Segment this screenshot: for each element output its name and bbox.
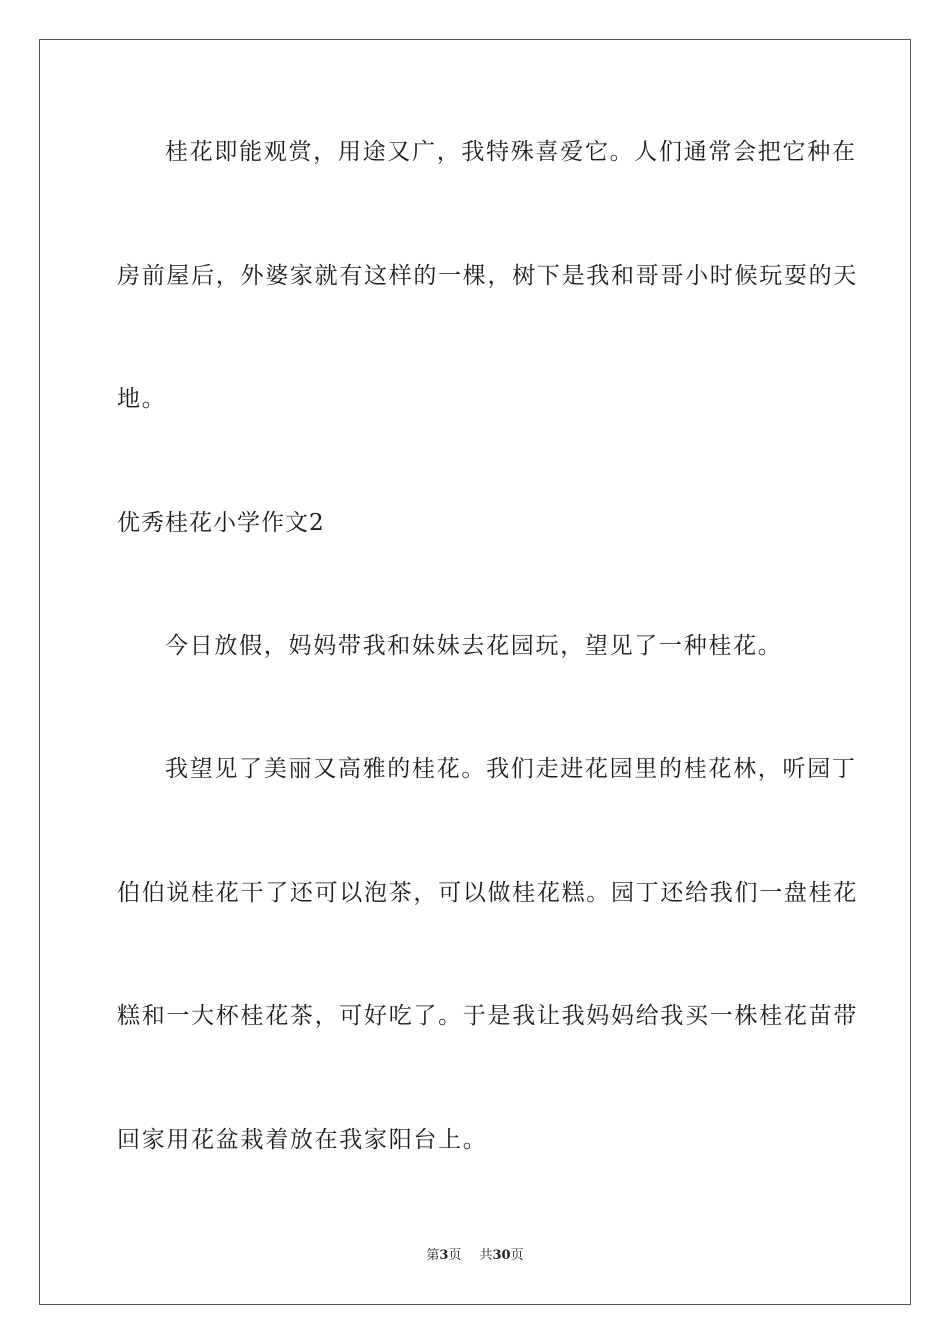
paragraph-1-line-2: 房前屋后，外婆家就有这样的一棵，树下是我和哥哥小时候玩耍的天 (117, 263, 858, 289)
paragraph-1-line-3: 地。 (117, 386, 167, 412)
page-footer (0, 1247, 950, 1265)
paragraph-3-line-1: 我望见了美丽又高雅的桂花。我们走进花园里的桂花林，听园丁 (165, 756, 857, 782)
footer-page-number: 3 (439, 1248, 449, 1263)
paragraph-3-line-4: 回家用花盆栽着放在我家阳台上。 (117, 1127, 488, 1153)
paragraph-3-line-2: 伯伯说桂花干了还可以泡茶，可以做桂花糕。园丁还给我们一盘桂花 (117, 880, 858, 906)
footer-total-prefix: 共 (479, 1248, 493, 1263)
footer-page-suffix: 页 (448, 1248, 462, 1263)
paragraph-2-line-1: 今日放假，妈妈带我和妹妹去花园玩，望见了一种桂花。 (165, 633, 783, 659)
section-heading: 优秀桂花小学作文2 (117, 510, 325, 536)
footer-total-number: 30 (492, 1248, 511, 1263)
paragraph-1-line-1: 桂花即能观赏，用途又广，我特殊喜爱它。人们通常会把它种在 (165, 139, 857, 165)
page-border (39, 39, 911, 1305)
footer-page-prefix: 第 (426, 1248, 440, 1263)
paragraph-3-line-3: 糕和一大杯桂花茶，可好吃了。于是我让我妈妈给我买一株桂花苗带 (117, 1003, 858, 1029)
footer-total-suffix: 页 (510, 1248, 524, 1263)
